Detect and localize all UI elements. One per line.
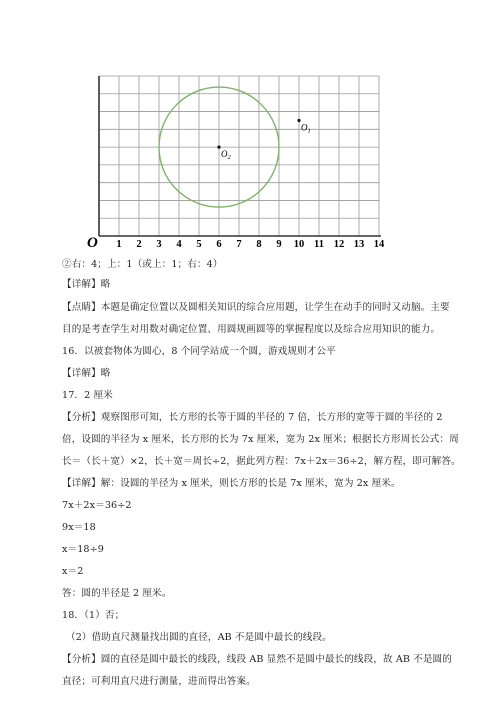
text-line-3: 【点睛】本题是确定位置以及圆相关知识的综合应用题，让学生在动手的同时又动脑。主要 (62, 302, 450, 313)
text-line-20: 直径；可利用直尺进行测量，进而得出答案。 (62, 676, 256, 687)
point-label-subscript: 2 (227, 154, 231, 162)
coordinate-grid-figure (0, 0, 500, 258)
text-line-11: 【详解】解：设圆的半径为 x 厘米，则长方形的长是 7x 厘米，宽为 2x 厘米。 (62, 478, 401, 489)
x-tick-label: 10 (293, 239, 305, 250)
text-line-8: 【分析】观察图形可知，长方形的长等于圆的半径的 7 倍，长方形的宽等于圆的半径的 2 (62, 412, 443, 423)
point-o1-label (301, 122, 311, 134)
x-tick-label: 12 (333, 239, 345, 250)
x-tick-labels (116, 239, 385, 250)
text-line-15: x＝2 (62, 566, 84, 577)
x-tick-label: 13 (353, 239, 365, 250)
point-o2-label (221, 149, 232, 161)
x-tick-label: 5 (196, 239, 202, 250)
text-line-4: 目的是考查学生对用数对确定位置、用圆规画圆等的掌握程度以及综合应用知识的能力。 (62, 324, 441, 335)
text-line-7: 17．2 厘米 (62, 390, 113, 401)
x-tick-label: 3 (156, 239, 162, 250)
x-tick-label: 7 (236, 239, 242, 250)
x-tick-label: 9 (276, 239, 282, 250)
text-line-10: 长＝（长＋宽）×2，长＋宽＝周长÷2，据此列方程：7x＋2x＝36÷2，解方程，即可解答。 (62, 456, 461, 467)
x-tick-label: 1 (116, 239, 122, 250)
text-line-9: 倍，设圆的半径为 x 厘米，长方形的长为 7x 厘米，宽为 2x 厘米；根据长方形周长公式：周 (62, 434, 459, 445)
text-line-19: 【分析】圆的直径是圆中最长的线段，线段 AB 显然不是圆中最长的线段，故 AB 不是圆的 (62, 654, 452, 665)
point-label-subscript: 1 (307, 127, 311, 135)
text-line-18: （2）借助直尺测量找出圆的直径，AB 不是圆中最长的线段。 (66, 632, 332, 643)
point-label-base: O (301, 122, 308, 133)
x-tick-label: 11 (314, 239, 324, 250)
text-line-12: 7x＋2x＝36÷2 (62, 500, 132, 511)
text-line-14: x＝18÷9 (62, 544, 104, 555)
x-tick-label: 14 (373, 239, 385, 250)
grid-lines (99, 76, 379, 236)
text-line-6: 【详解】略 (62, 368, 111, 379)
text-line-13: 9x＝18 (62, 522, 96, 533)
x-tick-label: 8 (256, 239, 262, 250)
text-line-16: 答：圆的半径是 2 厘米。 (62, 588, 172, 599)
point-labels (221, 122, 311, 161)
text-line-5: 16．以被套物体为圆心，8 个同学站成一个圆，游戏规则才公平 (62, 346, 336, 357)
point-label-base: O (221, 149, 228, 160)
origin-label: O (87, 235, 98, 251)
x-tick-label: 6 (216, 239, 222, 250)
text-line-1: ②右：4；上：1（或上：1；右：4） (62, 259, 223, 270)
text-line-17: 18．（1）否； (62, 610, 125, 621)
text-line-2: 【详解】略 (62, 279, 111, 290)
x-tick-label: 4 (176, 239, 182, 250)
x-tick-label: 2 (136, 239, 142, 250)
